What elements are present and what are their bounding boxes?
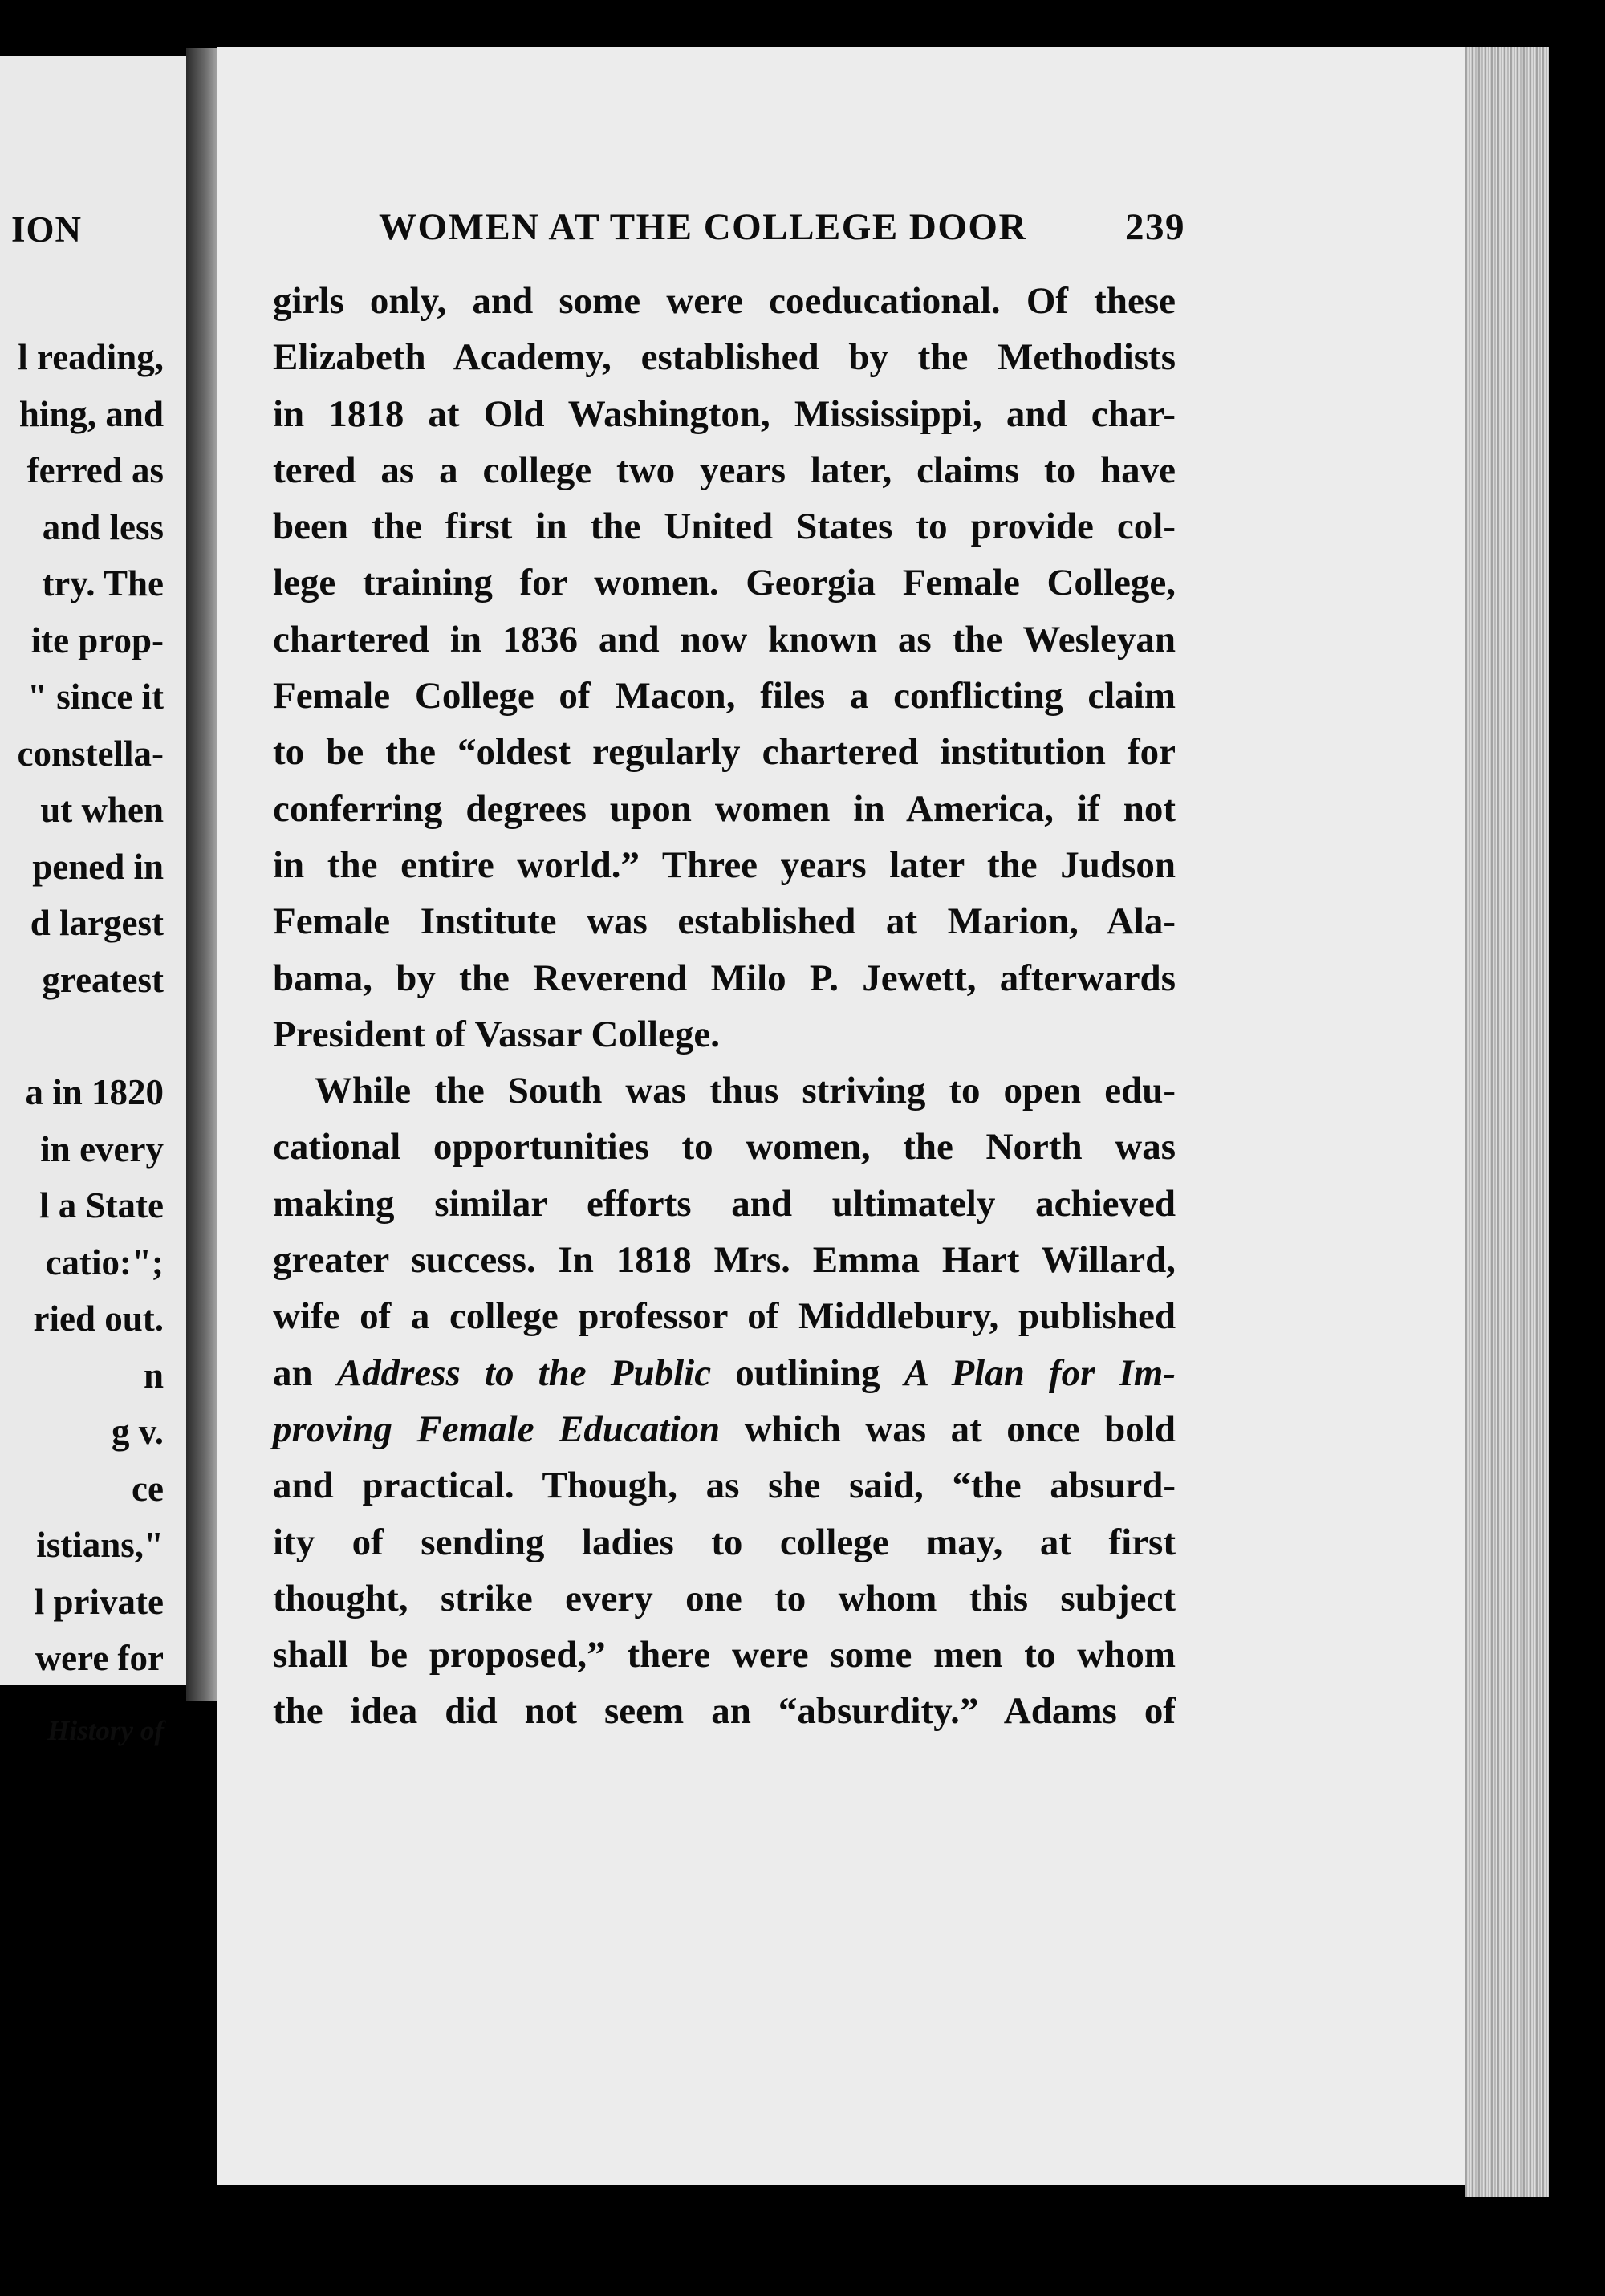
facing-page-line: greatest bbox=[42, 959, 164, 1000]
text-line: ity of sending ladies to college may, at first bbox=[273, 1521, 1176, 1563]
facing-page-line: and less bbox=[42, 506, 164, 547]
facing-page-line: n bbox=[143, 1355, 164, 1396]
text-line: conferring degrees upon women in America, if not bbox=[273, 787, 1176, 830]
text-line: Elizabeth Academy, established by the Methodists bbox=[273, 336, 1176, 379]
paragraph-1 bbox=[273, 273, 1176, 1063]
text-line bbox=[273, 1401, 1176, 1457]
facing-page-line: l a State bbox=[39, 1185, 164, 1225]
facing-page-line: try. The bbox=[42, 563, 164, 603]
page-edges bbox=[1465, 47, 1549, 2197]
text-line: While the South was thus striving to open edu- bbox=[315, 1070, 1176, 1112]
facing-page-line: " since it bbox=[27, 677, 164, 717]
facing-page-line bbox=[18, 1008, 164, 1064]
facing-page-line: g v. bbox=[111, 1412, 164, 1452]
text-line bbox=[273, 1345, 1176, 1401]
text-line: cational opportunities to women, the North was bbox=[273, 1126, 1176, 1168]
facing-page-line: l reading, bbox=[18, 337, 164, 377]
text-line: wife of a college professor of Middlebury, published bbox=[273, 1295, 1176, 1338]
italic-title: A Plan for Im- bbox=[904, 1351, 1176, 1394]
facing-page-line: hing, and bbox=[18, 393, 164, 434]
facing-page-text bbox=[18, 329, 164, 1759]
text-line: chartered in 1836 and now known as the Wesleyan bbox=[273, 618, 1176, 660]
facing-page-line: istians," bbox=[36, 1525, 164, 1565]
facing-page-header: ION bbox=[10, 209, 82, 250]
italic-title: proving Female Education bbox=[273, 1408, 721, 1450]
text-line: to be the “oldest regularly chartered institution for bbox=[273, 731, 1176, 774]
text-line: been the first in the United States to provide col- bbox=[273, 506, 1176, 548]
text-line: greater success. In 1818 Mrs. Emma Hart Willard, bbox=[273, 1239, 1176, 1282]
italic-title: Address to the Public bbox=[336, 1351, 712, 1394]
facing-page-line: in every bbox=[40, 1128, 164, 1169]
facing-page-line: l private bbox=[34, 1581, 164, 1622]
text-run: an bbox=[273, 1351, 337, 1394]
page-number: 239 bbox=[1125, 206, 1185, 248]
text-line: Female College of Macon, files a conflicting claim bbox=[273, 675, 1176, 717]
facing-page-line: ferred as bbox=[26, 450, 164, 490]
text-line: and practical. Though, as she said, “the absurd- bbox=[273, 1465, 1176, 1507]
text-run: which was at once bold bbox=[720, 1408, 1176, 1450]
facing-page-line: a in 1820 bbox=[25, 1072, 164, 1112]
text-line: in the entire world.” Three years later the Judson bbox=[273, 843, 1176, 886]
text-line: shall be proposed,” there were some men to whom bbox=[273, 1634, 1176, 1676]
facing-page-line: ried out. bbox=[33, 1298, 164, 1339]
text-run: outlining bbox=[711, 1351, 904, 1394]
facing-page-line: pened in bbox=[32, 846, 164, 887]
text-line: lege training for women. Georgia Female College, bbox=[273, 562, 1176, 604]
facing-page-footnote: History of bbox=[47, 1714, 164, 1746]
facing-page-line: ce bbox=[132, 1468, 164, 1509]
page-title: WOMEN AT THE COLLEGE DOOR bbox=[379, 206, 1027, 248]
facing-page-line: catio:"; bbox=[45, 1241, 164, 1282]
text-line: Female Institute was established at Marion, Ala- bbox=[273, 900, 1176, 943]
text-line: President of Vassar College. bbox=[273, 1013, 721, 1055]
text-line: tered as a college two years later, claims to have bbox=[273, 449, 1176, 491]
facing-page-line: ite prop- bbox=[30, 620, 164, 660]
text-line: thought, strike every one to whom this subject bbox=[273, 1577, 1176, 1619]
body-text bbox=[273, 273, 1176, 1740]
facing-page-line: constella- bbox=[17, 733, 164, 774]
text-line: making similar efforts and ultimately achieved bbox=[273, 1182, 1176, 1225]
text-line: the idea did not seem an “absurdity.” Adams of bbox=[273, 1690, 1176, 1733]
text-line: bama, by the Reverend Milo P. Jewett, afterwards bbox=[273, 957, 1176, 999]
text-line: in 1818 at Old Washington, Mississippi, and char- bbox=[273, 392, 1176, 435]
facing-page-line: ut when bbox=[40, 790, 164, 830]
paragraph-2 bbox=[273, 1063, 1176, 1740]
facing-page-line: d largest bbox=[30, 903, 164, 943]
facing-page bbox=[0, 56, 186, 1746]
text-line: girls only, and some were coeducational. Of these bbox=[273, 280, 1176, 322]
facing-page-line: were for bbox=[35, 1638, 164, 1678]
